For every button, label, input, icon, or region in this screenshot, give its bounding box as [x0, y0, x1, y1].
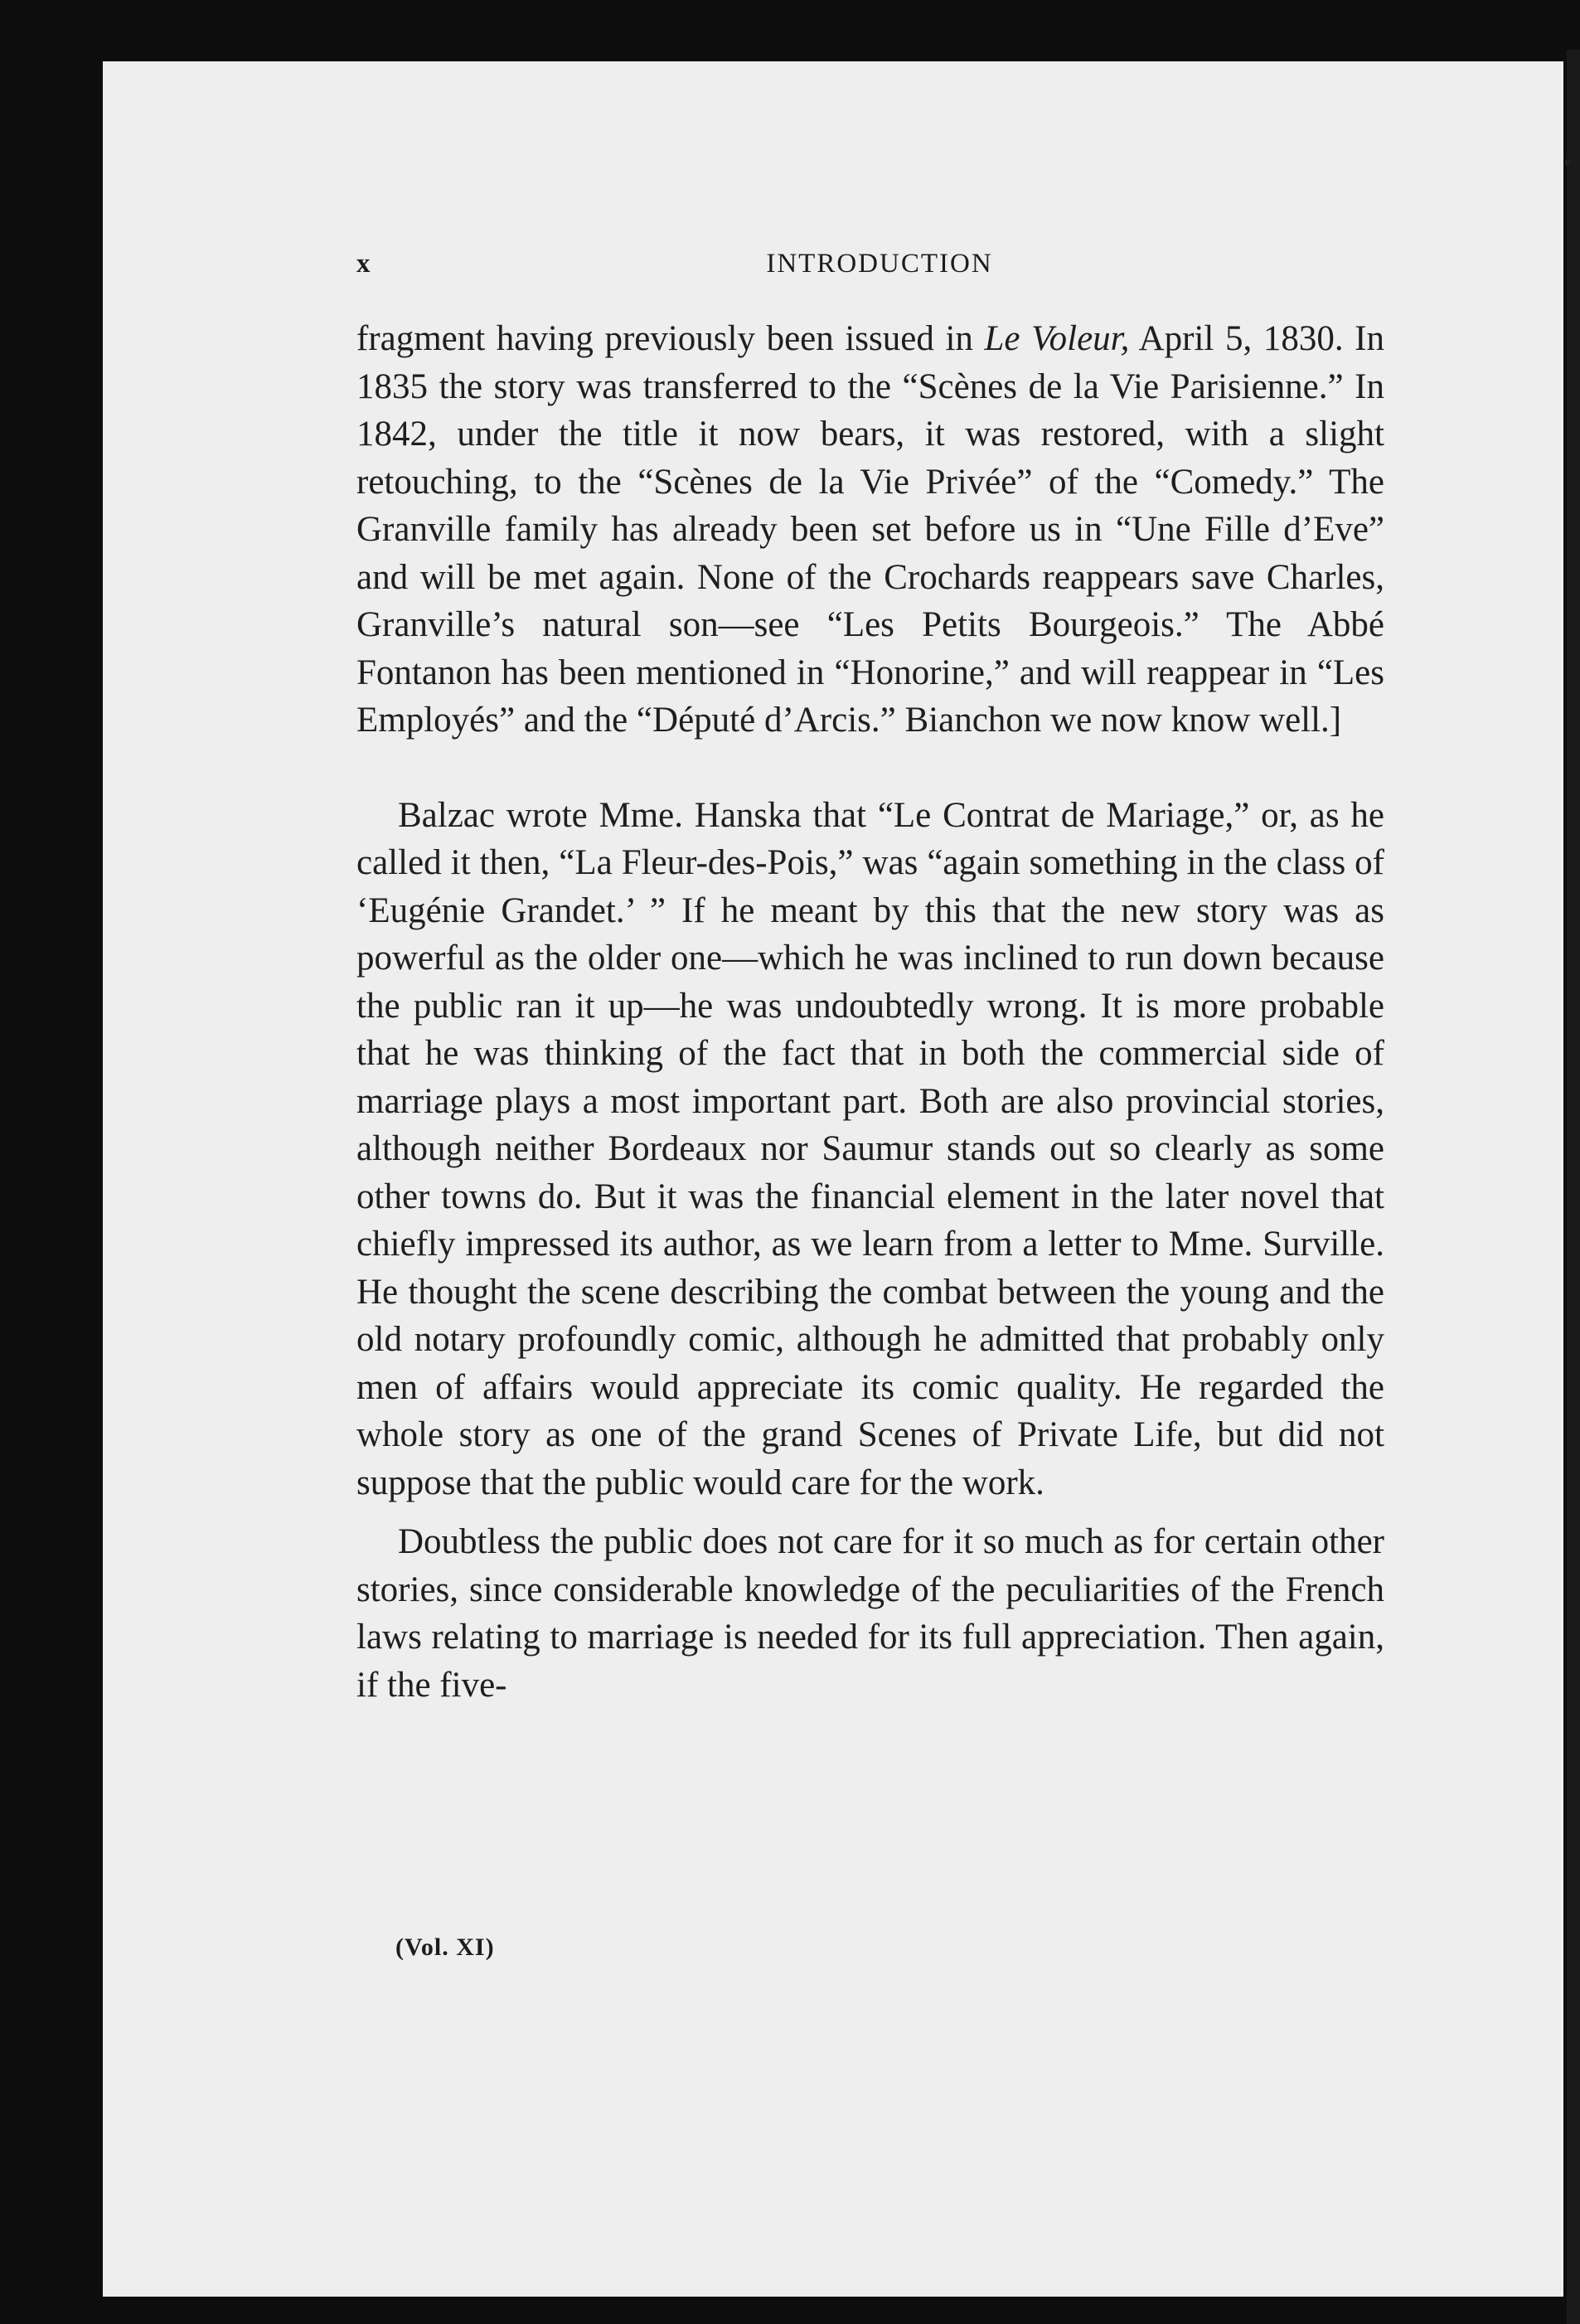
running-title: INTRODUCTION [766, 249, 993, 279]
paragraph-3: Doubtless the public does not care for it so much as for certain other stories, since considerable knowledge of the peculiarities of the French laws relating to marriage is needed for its full appreciation. Then again, if the five- [356, 1522, 1384, 1705]
paragraph-1-rest: April 5, 1830. In 1835 the story was transferred to the “Scènes de la Vie Parisienne.” In 1842, under the title it now bears, it was restored, with a slight retouching, to the “Scènes de la Vie Privée” of the “Comedy.” The Granville family has already been set before us in “Une Fille d’Eve” and will be met again. None of the Crochards reappears save Charles, Granville’s natural son—see “Les Petits Bourgeois.” The Abbé Fontanon has been mentioned in “Honorine,” and will reappear in “Les Employés” and the “Député d’Arcis.” Bianchon we now know well.] [356, 319, 1385, 740]
body-text [356, 315, 1384, 1709]
paragraph-1-start: fragment having previously been issued in [356, 319, 985, 358]
scan-speck [1565, 159, 1570, 166]
paragraph-1 [356, 315, 1384, 745]
paragraph-2: Balzac wrote Mme. Hanska that “Le Contrat de Mariage,” or, as he called it then, “La Fleur-des-Pois,” was “again something in the class of ‘Eugénie Grandet.’ ” If he meant by this that the new story was as powerful as the older one—which he was inclined to run down because the public ran it up—he was undoubtedly wrong. It is more probable that he was thinking of the fact that in both the commercial side of marriage plays a most important part. Both are also provincial stories, although neither Bordeaux nor Saumur stands out so clearly as some other towns do. But it was the financial element in the later novel that chiefly impressed its author, as we learn from a letter to Mme. Surville. He thought the scene describing the combat between the young and the old notary profoundly comic, although he admitted that probably only men of affairs would appreciate its comic quality. He regarded the whole story as one of the grand Scenes of Private Life, but did not suppose that the public would care for the work. [356, 795, 1384, 1502]
page-number: x [356, 249, 371, 279]
running-header [356, 249, 1403, 298]
signature-mark: (Vol. XI) [395, 1933, 495, 1961]
page-edge-shadow [1567, 50, 1580, 2324]
periodical-title: Le Voleur, [984, 319, 1130, 358]
